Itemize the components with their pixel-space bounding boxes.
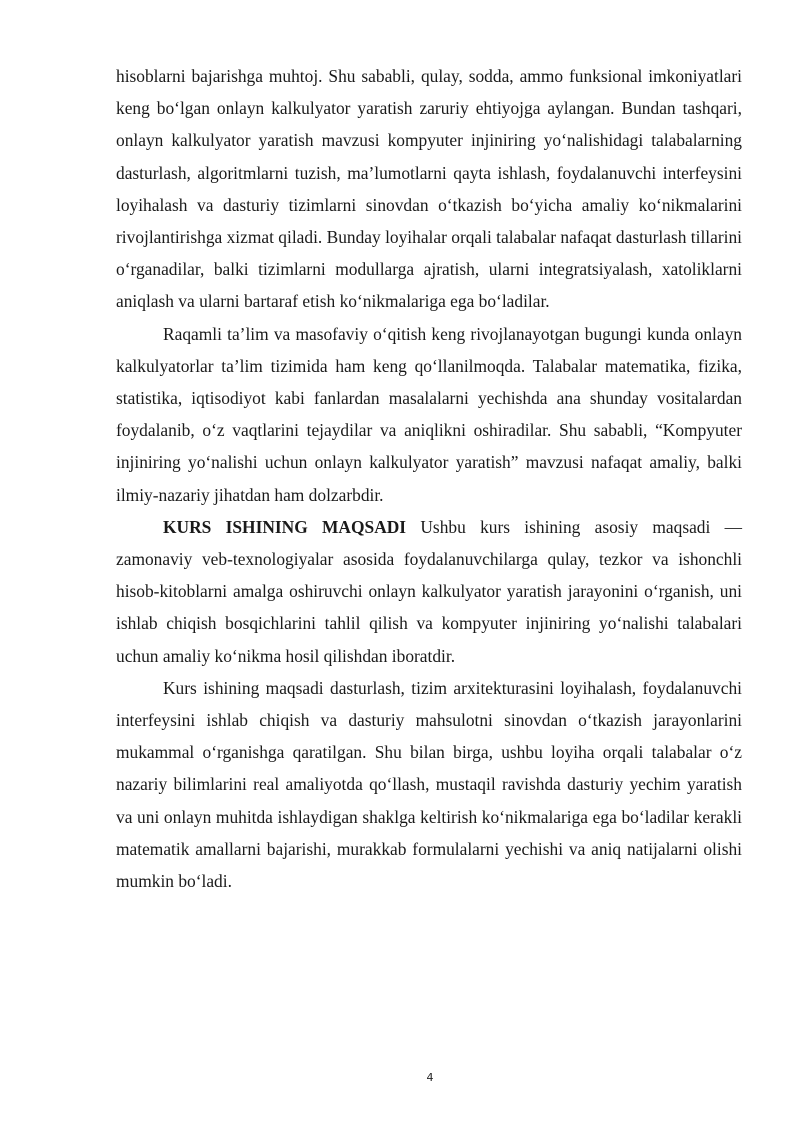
paragraph-digital-education xyxy=(116,318,742,511)
document-page xyxy=(116,60,742,897)
paragraph-intro-continuation xyxy=(116,60,742,318)
paragraph-text: Raqamli taʼlim va masofaviy oʻqitish keng rivojlanayotgan bugungi kunda onlayn kalkulyatorlar taʼlim tizimida ham keng qoʻllanilmoqda. Talabalar matematika, fizika, statistika, iqtisodiyot kabi fanlardan masalalarni yechishda ana shunday vositalardan foydalanib, oʻz vaqtlarini tejaydilar va aniqlikni oshiradilar. Shu sababli, “Kompyuter injiniring yoʻnalishi uchun onlayn kalkulyator yaratish” mavzusi nafaqat amaliy, balki ilmiy-nazariy jihatdan ham dolzarbdir. xyxy=(116,323,742,505)
paragraph-course-goal xyxy=(116,511,742,672)
paragraph-text: hisoblarni bajarishga muhtoj. Shu sababli, qulay, sodda, ammo funksional imkoniyatlari keng boʻlgan onlayn kalkulyator yaratish zaruriy ehtiyojga aylangan. Bundan tashqari, onlayn kalkulyator yaratish mavzusi kompyuter injiniring yoʻnalishidagi talabalarning dasturlash, algoritmlarni tuzish, maʼlumotlarni qayta ishlash, foydalanuvchi interfeysini loyihalash va dasturiy tizimlarni sinovdan oʻtkazish boʻyicha amaliy koʻnikmalarini rivojlantirishga xizmat qiladi. Bunday loyihalar orqali talabalar nafaqat dasturlash tillarini oʻrganadilar, balki tizimlarni modullarga ajratish, ularni integratsiyalash, xatoliklarni aniqlash va ularni bartaraf etish koʻnikmalariga ega boʻladilar. xyxy=(116,66,742,312)
section-heading: KURS ISHINING MAQSADI xyxy=(163,516,407,537)
paragraph-goal-details xyxy=(116,672,742,897)
page-number: 4 xyxy=(426,1071,434,1084)
paragraph-text: Kurs ishining maqsadi dasturlash, tizim arxitekturasini loyihalash, foydalanuvchi interfeysini ishlab chiqish va dasturiy mahsulotni sinovdan oʻtkazish jarayonlarini mukammal oʻrganishga qaratilgan. Shu bilan birga, ushbu loyiha orqali talabalar oʻz nazariy bilimlarini real amaliyotda qoʻllash, mustaqil ravishda dasturiy yechim yaratish va uni onlayn muhitda ishlaydigan shaklga keltirish koʻnikmalariga ega boʻladilar kerakli matematik amallarni bajarishi, murakkab formulalarni yechishi va aniq natijalarni olishi mumkin boʻladi. xyxy=(116,677,742,892)
paragraph-text: Ushbu kurs ishining asosiy maqsadi — zamonaviy veb-texnologiyalar asosida foydalanuvchilarga qulay, tezkor va ishonchli hisob-kitoblarni amalga oshiruvchi onlayn kalkulyator yaratish jarayonini oʻrganish, uni ishlab chiqish bosqichlarini tahlil qilish va kompyuter injiniring yoʻnalishi talabalari uchun amaliy koʻnikma hosil qilishdan iboratdir. xyxy=(116,516,742,666)
